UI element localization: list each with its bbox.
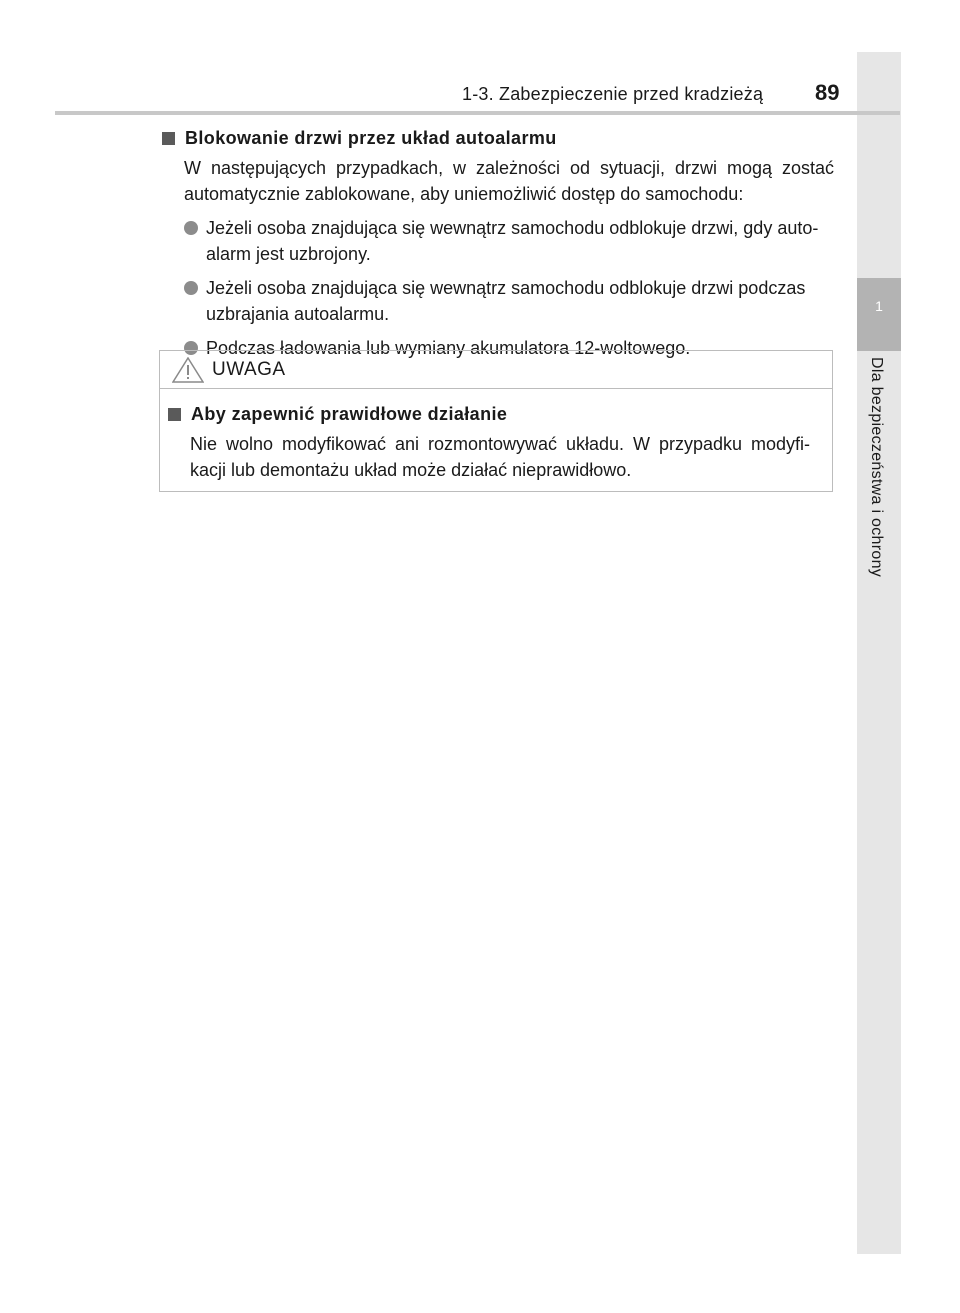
circle-bullet-icon xyxy=(184,221,198,235)
chapter-title: Dla bezpieczeństwa i ochrony xyxy=(868,357,885,578)
header-divider xyxy=(55,111,900,115)
side-chapter-tab xyxy=(857,52,901,1254)
section-title: 1-3. Zabezpieczenie przed kradzieżą xyxy=(462,84,764,104)
square-bullet-icon xyxy=(162,132,175,145)
circle-bullet-icon xyxy=(184,281,198,295)
section-heading xyxy=(162,125,834,151)
intro-paragraph: W następujących przypadkach, w zależności od sytuacji, drzwi mogą zostać automatycznie zablokowane, aby uniemożliwić dostęp do samochodu: xyxy=(184,158,834,204)
chapter-number: 1 xyxy=(857,278,901,351)
condition-list xyxy=(162,215,834,361)
list-item-text: Jeżeli osoba znajdująca się wewnątrz samochodu odblokuje drzwi, gdy auto- alarm jest uzbrojony. xyxy=(206,218,819,264)
list-item-text: Podczas ładowania lub wymiany akumulatora 12-woltowego. xyxy=(206,338,691,358)
page-number: 89 xyxy=(815,80,840,105)
caution-heading-text: Aby zapewnić prawidłowe działanie xyxy=(191,404,508,424)
caution-text: Nie wolno modyfikować ani rozmontowywać układu. W przypadku modyfi- kacji lub demontażu układ może działać nieprawidłowo. xyxy=(190,434,810,480)
section-heading-text: Blokowanie drzwi przez układ autoalarmu xyxy=(185,128,557,148)
caution-heading xyxy=(168,401,810,427)
caution-label: UWAGA xyxy=(212,358,286,380)
warning-triangle-icon xyxy=(172,357,204,383)
caution-body xyxy=(160,389,832,483)
list-item xyxy=(184,215,834,267)
caution-box xyxy=(159,350,833,492)
list-item xyxy=(184,275,834,327)
list-item-text: Jeżeli osoba znajdująca się wewnątrz samochodu odblokuje drzwi podczas uzbrajania autoalarmu. xyxy=(206,278,806,324)
caution-header xyxy=(160,351,832,389)
square-bullet-icon xyxy=(168,408,181,421)
main-content xyxy=(162,125,834,369)
